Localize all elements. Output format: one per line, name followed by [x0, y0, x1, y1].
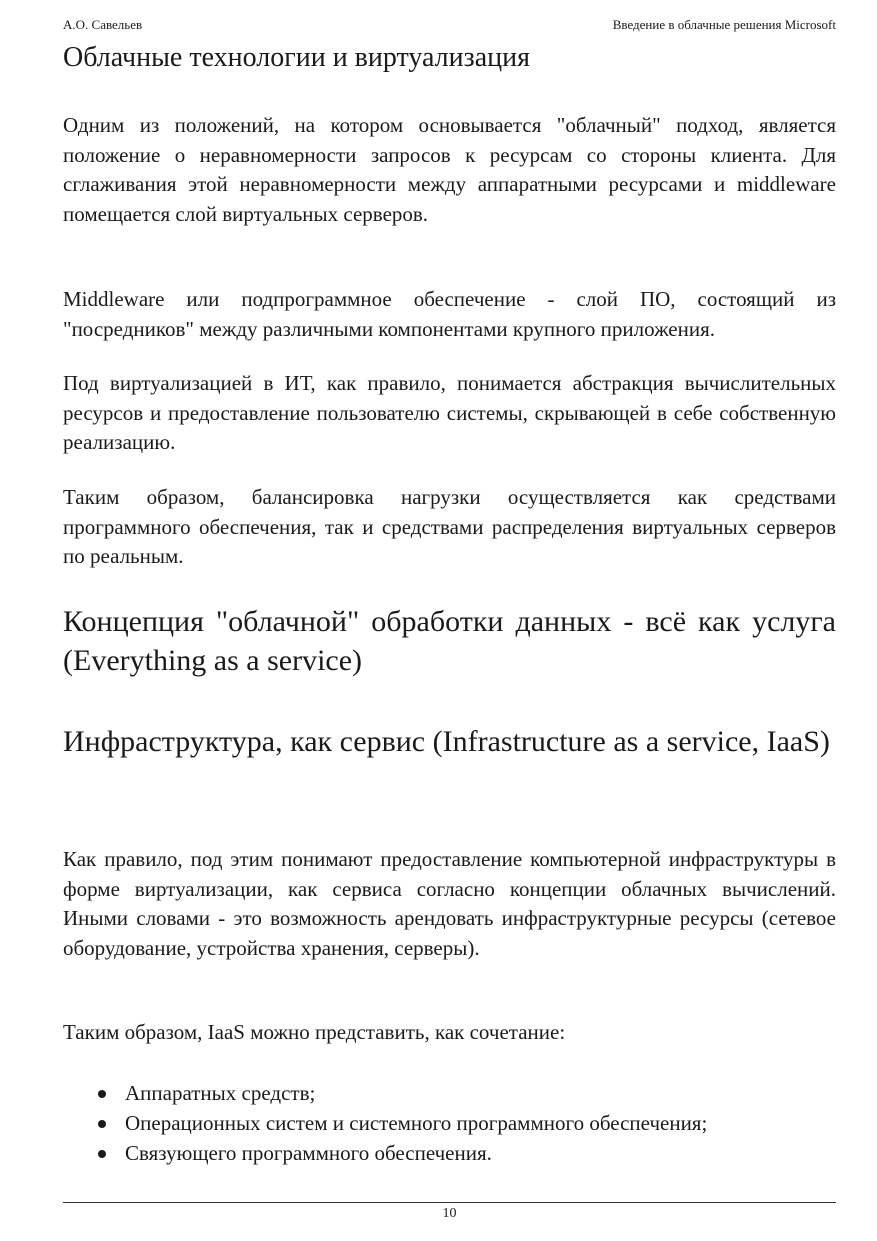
- bullet-icon: [98, 1120, 106, 1128]
- paragraph: Таким образом, балансировка нагрузки осуществляется как средствами программного обеспечения, так и средствами распределения виртуальных серверов по реальным.: [63, 485, 836, 568]
- list-item: [63, 1078, 707, 1108]
- paragraph: Под виртуализацией в ИТ, как правило, понимается абстракция вычислительных ресурсов и предоставление пользователю системы, скрывающей в себе собственную реализацию.: [63, 371, 836, 454]
- list-item-text: Аппаратных средств;: [125, 1081, 316, 1105]
- list-item: [63, 1138, 707, 1168]
- list-item: [63, 1108, 707, 1138]
- header-author: А.О. Савельев: [63, 17, 143, 32]
- paragraph: Как правило, под этим понимают предоставление компьютерной инфраструктуры в форме виртуализации, как сервиса согласно концепции облачных вычислений. Иными словами - это возможность арендовать инфраструктурные ресурсы (сетевое оборудование, устройства хранения, серверы).: [63, 847, 836, 960]
- section-title-everything-as-service: Концепция "облачной" обработки данных - всё как услуга (Everything as a service): [63, 605, 836, 677]
- list-item-text: Операционных систем и системного программного обеспечения;: [125, 1111, 708, 1135]
- paragraph: Таким образом, IaaS можно представить, как сочетание:: [63, 1020, 566, 1044]
- section-title-iaas: Инфраструктура, как сервис (Infrastructure as a service, IaaS): [63, 725, 830, 758]
- list-item-text: Связующего программного обеспечения.: [125, 1141, 492, 1165]
- paragraph: Middleware или подпрограммное обеспечение - слой ПО, состоящий из "посредников" между различными компонентами крупного приложения.: [63, 287, 836, 341]
- bullet-icon: [98, 1090, 106, 1098]
- running-header: [63, 17, 836, 33]
- paragraph: Одним из положений, на котором основывается "облачный" подход, является положение о неравномерности запросов к ресурсам со стороны клиента. Для сглаживания этой неравномерности между аппаратными ресурсами и middleware помещается слой виртуальных серверов.: [63, 113, 836, 226]
- bullet-icon: [98, 1150, 106, 1158]
- header-book-title: Введение в облачные решения Microsoft: [612, 17, 836, 32]
- footer-divider: [63, 1202, 836, 1203]
- document-page: [63, 0, 836, 1241]
- iaas-components-list: [63, 1078, 707, 1168]
- page-number: 10: [442, 1206, 457, 1221]
- section-title-cloud-virtualization: Облачные технологии и виртуализация: [63, 42, 530, 73]
